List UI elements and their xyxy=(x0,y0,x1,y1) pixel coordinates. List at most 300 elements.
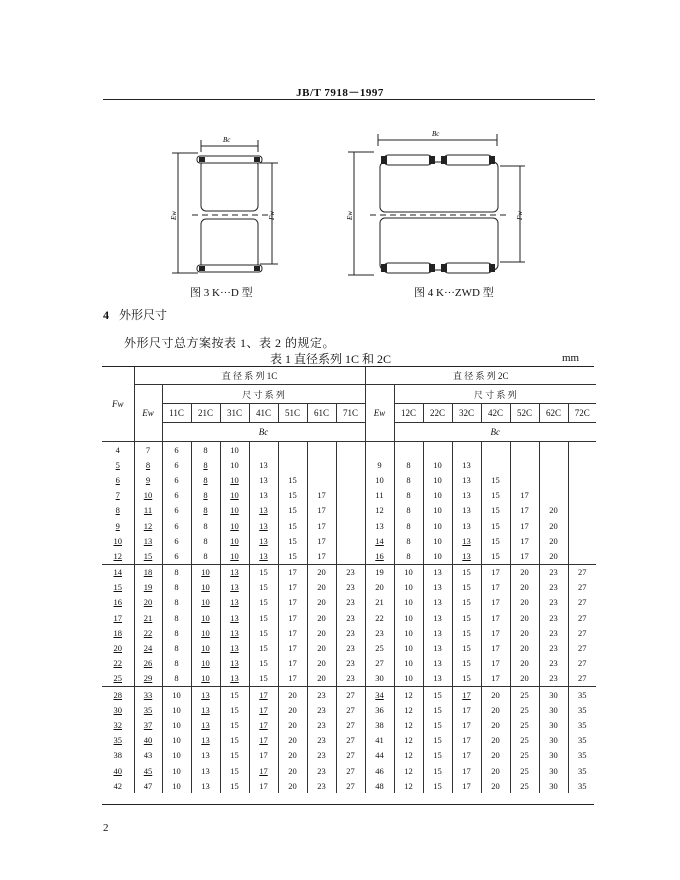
table-cell: 15 xyxy=(423,687,452,703)
table-row xyxy=(102,778,596,793)
table-cell: 15 xyxy=(278,533,307,548)
col-header: 72C xyxy=(568,404,596,423)
table-cell: 10 xyxy=(162,717,191,732)
table-cell: 25 xyxy=(510,763,539,778)
table-cell: 9 xyxy=(134,472,162,487)
table-cell xyxy=(336,488,365,503)
table-row xyxy=(102,671,596,687)
table-cell: 10 xyxy=(394,564,423,580)
table-cell: 25 xyxy=(113,673,122,684)
fig4-label-fw: Fw xyxy=(516,211,524,220)
table-cell: 12 xyxy=(394,702,423,717)
table-cell xyxy=(510,442,539,458)
table-cell: 27 xyxy=(336,717,365,732)
table-cell: 24 xyxy=(134,640,162,655)
table-row xyxy=(102,687,596,703)
table-cell: 13 xyxy=(220,671,249,687)
table-cell: 10 xyxy=(423,518,452,533)
col-header: 41C xyxy=(249,404,278,423)
table-cell: 13 xyxy=(220,580,249,595)
col-header: 12C xyxy=(394,404,423,423)
table-cell: 11 xyxy=(134,503,162,518)
table-cell: 20 xyxy=(134,595,162,610)
table-cell: 10 xyxy=(394,640,423,655)
table-cell: 10 xyxy=(220,457,249,472)
table-cell: 17 xyxy=(481,656,510,671)
table-cell: 15 xyxy=(452,656,481,671)
table-cell: 10 xyxy=(162,687,191,703)
table-cell: 14 xyxy=(365,533,394,548)
table-cell: 6 xyxy=(162,472,191,487)
table-cell: 13 xyxy=(249,472,278,487)
table-cell: 20 xyxy=(307,640,336,655)
table-cell xyxy=(307,457,336,472)
table-cell: 15 xyxy=(249,564,278,580)
table-cell: 20 xyxy=(539,503,568,518)
table-cell: 20 xyxy=(510,595,539,610)
table-cell: 18 xyxy=(113,627,122,638)
table-cell: 12 xyxy=(113,550,122,561)
table-cell xyxy=(423,442,452,458)
table-cell: 13 xyxy=(191,748,220,763)
right-ew-header: Ew xyxy=(365,385,394,442)
table-cell: 6 xyxy=(162,488,191,503)
table-cell: 35 xyxy=(568,778,596,793)
table-cell xyxy=(249,442,278,458)
table-cell: 8 xyxy=(394,503,423,518)
table-cell: 20 xyxy=(278,778,307,793)
table-cell: 15 xyxy=(481,488,510,503)
table-cell: 10 xyxy=(191,595,220,610)
table-cell xyxy=(336,472,365,487)
table-cell: 13 xyxy=(452,503,481,518)
table-cell: 10 xyxy=(220,472,249,487)
table-cell: 17 xyxy=(113,612,122,623)
table-cell: 13 xyxy=(452,518,481,533)
table-cell: 17 xyxy=(481,671,510,687)
table-cell: 18 xyxy=(134,564,162,580)
table-cell xyxy=(539,488,568,503)
table-cell: 17 xyxy=(510,548,539,564)
table-cell: 10 xyxy=(423,548,452,564)
table-cell: 8 xyxy=(191,472,220,487)
table-cell xyxy=(336,518,365,533)
table-cell: 10 xyxy=(423,472,452,487)
table-cell: 23 xyxy=(336,625,365,640)
table-row xyxy=(102,595,596,610)
table-cell: 20 xyxy=(481,717,510,732)
table-cell: 10 xyxy=(394,610,423,625)
table-cell: 23 xyxy=(539,656,568,671)
table-cell: 15 xyxy=(220,778,249,793)
table-cell: 23 xyxy=(336,610,365,625)
table-cell: 13 xyxy=(249,457,278,472)
table-cell: 10 xyxy=(220,518,249,533)
table-cell xyxy=(452,442,481,458)
table-cell: 25 xyxy=(510,778,539,793)
table-cell: 8 xyxy=(394,533,423,548)
table-cell: 27 xyxy=(568,595,596,610)
table-cell: 13 xyxy=(191,778,220,793)
table-cell: 10 xyxy=(423,457,452,472)
table-cell: 15 xyxy=(278,518,307,533)
table-cell xyxy=(481,442,510,458)
table-cell: 13 xyxy=(249,503,278,518)
table-cell: 15 xyxy=(481,472,510,487)
table-cell: 20 xyxy=(481,687,510,703)
table-cell: 17 xyxy=(452,778,481,793)
table-cell xyxy=(336,457,365,472)
table-cell: 15 xyxy=(249,625,278,640)
table-row xyxy=(102,625,596,640)
table-row xyxy=(102,763,596,778)
table-cell: 15 xyxy=(423,748,452,763)
table-cell: 20 xyxy=(481,748,510,763)
table-cell: 20 xyxy=(307,595,336,610)
table-cell: 20 xyxy=(307,564,336,580)
series-header-row xyxy=(102,404,596,423)
table-cell: 17 xyxy=(278,595,307,610)
table-cell: 30 xyxy=(113,704,122,715)
table-cell xyxy=(568,503,596,518)
table-cell: 13 xyxy=(191,702,220,717)
table-cell: 17 xyxy=(249,748,278,763)
table-cell xyxy=(336,533,365,548)
table-cell: 8 xyxy=(394,457,423,472)
table-cell: 38 xyxy=(113,750,122,761)
table-cell: 15 xyxy=(249,610,278,625)
table-cell: 20 xyxy=(481,763,510,778)
table-cell: 30 xyxy=(539,748,568,763)
table-cell: 17 xyxy=(481,640,510,655)
table-cell: 13 xyxy=(249,518,278,533)
table-cell: 12 xyxy=(394,763,423,778)
table-cell: 27 xyxy=(336,733,365,748)
table-cell: 10 xyxy=(162,702,191,717)
fig3-label-fw: Fw xyxy=(268,211,276,220)
table-cell: 13 xyxy=(191,687,220,703)
table-cell: 32 xyxy=(113,719,122,730)
table-cell: 17 xyxy=(307,533,336,548)
table-cell: 38 xyxy=(365,717,394,732)
table-cell: 27 xyxy=(336,778,365,793)
table-cell: 7 xyxy=(115,490,120,501)
table-cell: 27 xyxy=(336,702,365,717)
table-cell: 15 xyxy=(452,595,481,610)
table-cell: 45 xyxy=(134,763,162,778)
table-cell: 13 xyxy=(452,472,481,487)
table-cell: 15 xyxy=(452,625,481,640)
table-cell: 35 xyxy=(568,733,596,748)
left-sub-header: 尺 寸 系 列 xyxy=(162,385,365,404)
col-header: 31C xyxy=(220,404,249,423)
table-cell: 17 xyxy=(481,580,510,595)
col-header: 71C xyxy=(336,404,365,423)
table-cell xyxy=(394,442,423,458)
table-cell: 6 xyxy=(162,503,191,518)
table-cell: 10 xyxy=(134,488,162,503)
table-cell: 23 xyxy=(539,580,568,595)
table-cell: 19 xyxy=(365,564,394,580)
table-cell: 5 xyxy=(115,459,120,470)
table-cell xyxy=(481,457,510,472)
table-cell: 30 xyxy=(365,671,394,687)
table-row xyxy=(102,442,596,458)
table-row xyxy=(102,457,596,472)
table-cell: 20 xyxy=(510,580,539,595)
table-cell: 17 xyxy=(452,702,481,717)
table-cell xyxy=(568,442,596,458)
table-cell: 8 xyxy=(134,457,162,472)
table-cell: 10 xyxy=(394,656,423,671)
table-cell: 17 xyxy=(481,625,510,640)
table-cell: 27 xyxy=(568,580,596,595)
table-cell: 42 xyxy=(113,780,122,791)
table-cell xyxy=(539,442,568,458)
table-cell: 17 xyxy=(307,503,336,518)
table-cell: 13 xyxy=(452,457,481,472)
table-cell: 6 xyxy=(162,518,191,533)
table-cell: 28 xyxy=(102,687,134,703)
table-cell xyxy=(568,518,596,533)
table-cell: 15 xyxy=(278,488,307,503)
table-cell xyxy=(307,472,336,487)
table-cell: 20 xyxy=(539,533,568,548)
dimension-table xyxy=(102,366,596,793)
table-cell: 11 xyxy=(365,488,394,503)
table-row xyxy=(102,748,596,763)
table-row xyxy=(102,610,596,625)
table-cell: 15 xyxy=(423,763,452,778)
table-cell: 8 xyxy=(162,610,191,625)
table-cell: 30 xyxy=(539,733,568,748)
table-cell: 10 xyxy=(191,656,220,671)
table-cell: 22 xyxy=(113,658,122,669)
table-row xyxy=(102,640,596,655)
table-cell: 20 xyxy=(510,671,539,687)
table-cell: 20 xyxy=(510,564,539,580)
table-cell: 15 xyxy=(423,702,452,717)
table-cell: 10 xyxy=(220,442,249,458)
table-row xyxy=(102,503,596,518)
table-cell: 13 xyxy=(452,533,481,548)
table-cell: 15 xyxy=(249,595,278,610)
table-cell: 8 xyxy=(191,488,220,503)
table-cell: 23 xyxy=(307,702,336,717)
col-header: 62C xyxy=(539,404,568,423)
table-cell: 23 xyxy=(307,778,336,793)
table-cell: 10 xyxy=(191,564,220,580)
table-cell: 17 xyxy=(510,488,539,503)
table-cell: 20 xyxy=(510,656,539,671)
table-cell: 12 xyxy=(394,733,423,748)
table-cell: 20 xyxy=(307,610,336,625)
table-cell: 35 xyxy=(568,717,596,732)
table-cell: 26 xyxy=(134,656,162,671)
table-cell: 13 xyxy=(220,640,249,655)
table-cell: 25 xyxy=(510,748,539,763)
table-cell: 10 xyxy=(423,533,452,548)
table-cell: 27 xyxy=(365,656,394,671)
table-cell: 17 xyxy=(278,640,307,655)
table-cell: 13 xyxy=(452,488,481,503)
table-cell: 7 xyxy=(134,442,162,458)
table-cell xyxy=(336,548,365,564)
section-title: 外形尺寸 xyxy=(119,308,168,322)
table-row xyxy=(102,656,596,671)
table-row xyxy=(102,548,596,564)
table-cell: 20 xyxy=(307,671,336,687)
table-cell: 15 xyxy=(278,548,307,564)
table-cell: 15 xyxy=(481,548,510,564)
table-cell: 20 xyxy=(278,717,307,732)
table-cell: 10 xyxy=(191,640,220,655)
table-cell: 8 xyxy=(162,595,191,610)
table-cell: 10 xyxy=(191,625,220,640)
table-cell: 8 xyxy=(191,457,220,472)
table-cell: 17 xyxy=(510,533,539,548)
table-cell: 15 xyxy=(249,580,278,595)
table-cell: 20 xyxy=(278,733,307,748)
right-bc-header: Bc xyxy=(394,423,596,442)
table-cell: 16 xyxy=(365,548,394,564)
table-cell: 17 xyxy=(278,580,307,595)
table-cell: 25 xyxy=(510,702,539,717)
table-cell: 8 xyxy=(191,518,220,533)
table-cell: 35 xyxy=(568,702,596,717)
table-cell: 8 xyxy=(394,518,423,533)
table-cell: 20 xyxy=(278,687,307,703)
table-cell: 10 xyxy=(162,778,191,793)
table-cell: 20 xyxy=(278,702,307,717)
table-cell: 12 xyxy=(394,748,423,763)
table-cell: 27 xyxy=(568,625,596,640)
table-cell: 13 xyxy=(191,733,220,748)
table-cell: 25 xyxy=(510,687,539,703)
table-cell: 27 xyxy=(568,610,596,625)
table-cell: 23 xyxy=(539,640,568,655)
table-cell: 10 xyxy=(162,748,191,763)
table-cell: 16 xyxy=(113,597,122,608)
table-cell: 15 xyxy=(481,533,510,548)
table-cell: 13 xyxy=(249,533,278,548)
table-cell xyxy=(539,457,568,472)
table-cell: 10 xyxy=(162,763,191,778)
table-cell: 9 xyxy=(365,457,394,472)
table-cell: 17 xyxy=(249,778,278,793)
table-cell: 20 xyxy=(278,748,307,763)
table-cell: 15 xyxy=(481,518,510,533)
table-cell: 30 xyxy=(539,702,568,717)
table-cell: 19 xyxy=(134,580,162,595)
table-cell xyxy=(365,442,394,458)
table-cell: 20 xyxy=(113,643,122,654)
table-cell xyxy=(568,533,596,548)
table-cell: 17 xyxy=(452,717,481,732)
table-cell: 33 xyxy=(134,687,162,703)
table-cell: 13 xyxy=(423,610,452,625)
table-cell: 17 xyxy=(481,610,510,625)
table-cell: 8 xyxy=(162,564,191,580)
table-cell: 17 xyxy=(249,687,278,703)
table-row xyxy=(102,717,596,732)
table-cell: 23 xyxy=(336,564,365,580)
table-cell: 12 xyxy=(394,778,423,793)
table-cell: 15 xyxy=(220,748,249,763)
table-cell: 23 xyxy=(336,640,365,655)
table-cell: 17 xyxy=(278,625,307,640)
col-header: 21C xyxy=(191,404,220,423)
table-cell: 23 xyxy=(336,595,365,610)
table-row xyxy=(102,733,596,748)
col-header: 11C xyxy=(162,404,191,423)
table-cell xyxy=(510,472,539,487)
table-cell: 47 xyxy=(134,778,162,793)
table-cell: 10 xyxy=(365,472,394,487)
table-cell: 17 xyxy=(510,503,539,518)
table-cell: 17 xyxy=(307,488,336,503)
table-cell xyxy=(568,472,596,487)
table-cell: 23 xyxy=(307,733,336,748)
table-cell: 4 xyxy=(102,442,134,458)
table-cell: 20 xyxy=(510,610,539,625)
table-cell xyxy=(336,503,365,518)
table-cell xyxy=(568,548,596,564)
table-cell: 17 xyxy=(278,564,307,580)
table-cell: 15 xyxy=(452,640,481,655)
table-cell: 15 xyxy=(249,656,278,671)
table-cell: 10 xyxy=(423,503,452,518)
table-cell: 23 xyxy=(365,625,394,640)
table-cell: 23 xyxy=(539,595,568,610)
table-cell: 17 xyxy=(249,717,278,732)
table-cell: 23 xyxy=(539,610,568,625)
table-cell: 17 xyxy=(510,518,539,533)
table-cell: 23 xyxy=(307,687,336,703)
table-cell: 17 xyxy=(249,733,278,748)
table-cell: 9 xyxy=(115,520,120,531)
table-cell: 13 xyxy=(220,564,249,580)
table-cell: 8 xyxy=(191,533,220,548)
table-cell: 17 xyxy=(278,656,307,671)
table-cell: 8 xyxy=(191,442,220,458)
left-group-header: 直 径 系 列 1C xyxy=(134,366,365,385)
table-cell: 36 xyxy=(365,702,394,717)
table-cell: 10 xyxy=(394,580,423,595)
table-cell: 10 xyxy=(220,533,249,548)
table-cell: 15 xyxy=(220,763,249,778)
table-cell: 8 xyxy=(162,640,191,655)
table-cell: 8 xyxy=(115,505,120,516)
table-cell: 8 xyxy=(394,472,423,487)
table-cell: 30 xyxy=(539,717,568,732)
table-cell xyxy=(278,442,307,458)
figure-3-caption: 图 3 K···D 型 xyxy=(190,287,253,299)
table-cell xyxy=(510,457,539,472)
table-cell: 23 xyxy=(539,671,568,687)
table-cell: 6 xyxy=(115,474,120,485)
table-cell: 6 xyxy=(162,457,191,472)
table-cell: 10 xyxy=(220,548,249,564)
right-group-header: 直 径 系 列 2C xyxy=(365,366,596,385)
col-header: 51C xyxy=(278,404,307,423)
table-cell: 6 xyxy=(162,548,191,564)
table-cell: 13 xyxy=(452,548,481,564)
table-cell: 15 xyxy=(220,687,249,703)
table-cell: 20 xyxy=(307,580,336,595)
table-row xyxy=(102,488,596,503)
table-cell: 15 xyxy=(220,702,249,717)
